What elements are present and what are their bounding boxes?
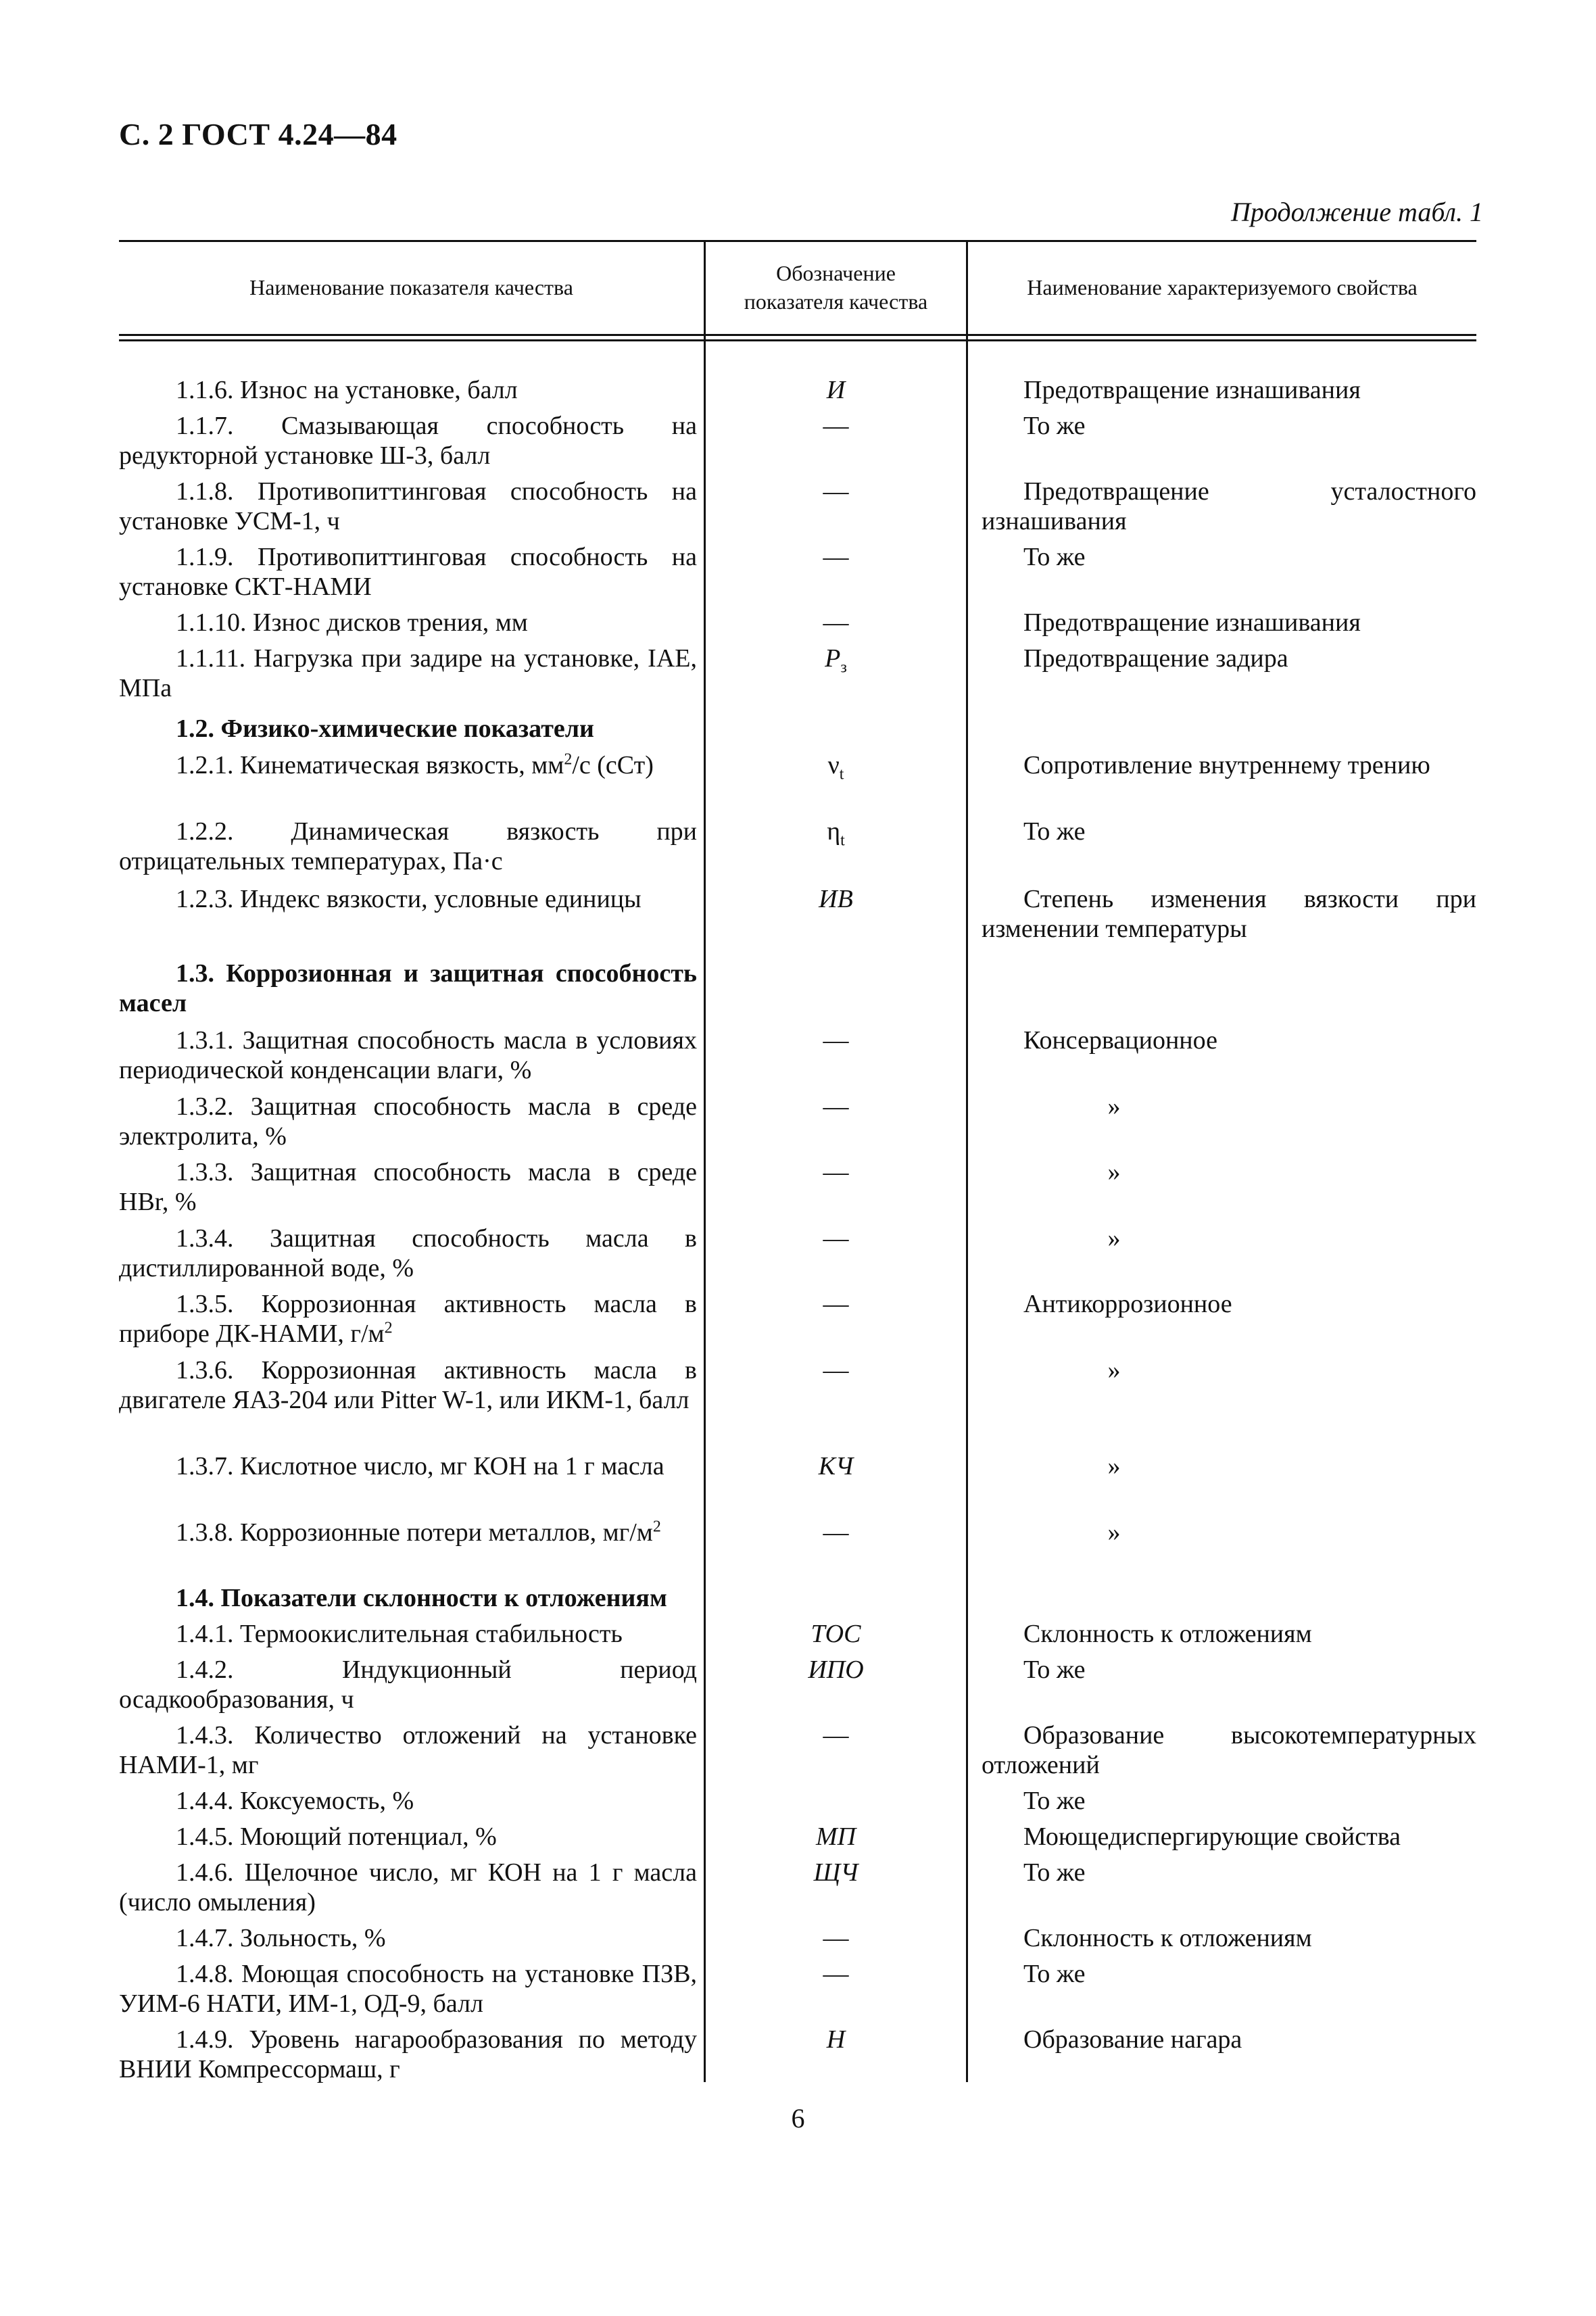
indicator-symbol: $\eta_t$ xyxy=(827,817,845,850)
column-header-property: Наименование характеризуемого свойства xyxy=(1027,274,1418,299)
indicator-property: Склонность к отложениям xyxy=(1023,1620,1312,1648)
ditto-mark: » xyxy=(1107,1092,1121,1121)
indicator-symbol: КЧ xyxy=(818,1452,854,1480)
indicator-symbol: $\nu_t$ xyxy=(827,751,844,783)
indicator-property: Предотвращение изнашивания xyxy=(1023,608,1361,637)
ditto-mark: » xyxy=(1107,1224,1121,1253)
indicator-name: 1.1.9. Противопиттинговая способность на установке СКТ-НАМИ xyxy=(119,543,697,601)
ditto-mark: » xyxy=(1107,1518,1121,1547)
page-header: С. 2 ГОСТ 4.24—84 xyxy=(119,117,397,151)
indicator-name: 1.3.8. Коррозионные потери металлов, $мг/м^2$ xyxy=(176,1518,661,1547)
indicator-symbol: — xyxy=(823,1290,849,1318)
indicator-symbol: ЩЧ xyxy=(813,1858,859,1887)
indicator-property: Антикоррозионное xyxy=(1023,1290,1232,1318)
indicator-symbol: — xyxy=(823,543,849,571)
indicator-property: Моющедиспергирующие свойства xyxy=(1023,1823,1401,1851)
indicator-symbol: Н xyxy=(826,2025,846,2054)
indicator-symbol: — xyxy=(823,412,849,440)
indicator-symbol: — xyxy=(823,608,849,637)
indicator-property: Образование нагара xyxy=(1023,2025,1242,2054)
indicator-name: 1.3.7. Кислотное число, мг КОН на 1 г масла xyxy=(176,1452,664,1480)
indicator-property: То же xyxy=(1023,817,1086,846)
indicator-name: 1.3.3. Защитная способность масла в среде HBr, % xyxy=(119,1158,697,1216)
indicator-property: Сопротивление внутреннему трению xyxy=(1023,751,1430,779)
indicator-property: Предотвращение усталостного изнашивания xyxy=(982,477,1476,535)
column-header-name: Наименование показателя качества xyxy=(249,274,573,299)
table-continuation-label: Продолжение табл. 1 xyxy=(1230,197,1483,227)
column-divider xyxy=(966,240,968,2082)
indicator-name: 1.2.1. Кинематическая вязкость, $мм^2/с$ (сСт) xyxy=(176,750,654,779)
indicator-symbol: — xyxy=(823,1721,849,1750)
indicator-property: Консервационное xyxy=(1023,1026,1217,1055)
indicator-property: Предотвращение задира xyxy=(1023,644,1288,673)
indicator-name: 1.2.3. Индекс вязкости, условные единицы xyxy=(176,885,642,913)
indicator-symbol: $P_з$ xyxy=(825,644,847,677)
indicator-property: То же xyxy=(1023,412,1086,440)
indicator-symbol: МП xyxy=(815,1823,856,1851)
indicator-name: 1.3.5. Коррозионная активность масла в приборе ДК-НАМИ, $г/м^2$ xyxy=(119,1290,697,1348)
ditto-mark: » xyxy=(1107,1356,1121,1384)
indicator-name: 1.1.8. Противопиттинговая способность на установке УСМ-1, ч xyxy=(119,477,697,535)
indicator-symbol: — xyxy=(823,1158,849,1186)
indicator-name: 1.4.5. Моющий потенциал, % xyxy=(176,1823,497,1851)
indicator-symbol: — xyxy=(823,477,849,506)
ditto-mark: » xyxy=(1107,1452,1121,1480)
indicator-symbol: — xyxy=(823,1518,849,1547)
indicator-name: 1.4.2. Индукционный период осадкообразования, ч xyxy=(119,1656,697,1714)
indicator-symbol: ТОС xyxy=(811,1620,861,1648)
quality-indicators-table: Наименование показателя качества Обозначение показателя качества Наименование характеризуемого свойства 1.1.6. Износ на установке, балл И Предотвращение изнашивания 1.1.7. Смазывающая способность на редукторной установке Ш-3, балл — То же 1.1.8. Противопиттинговая способность на установке УСМ-1, ч — Предотвращение усталостного изнашивания 1.1.9. Противопиттинговая способность на установке СКТ-НАМИ — То же 1.1.10. Износ дисков трения, мм — Предотвращение изнашивания 1.1.11. Нагрузка при задире на установке, IAE, МПа $P_з$ Предотвращение задира 1.2. Физико-химические показатели 1.2.1. Кинематическая вязкость, $мм^2/с$ (сСт) $\nu_t$ Сопротивление внутреннему трению 1.2.2. Динамическая вязкость при отрицательных температурах, Па·с $\eta_t$ То же 1.2.3. Индекс вязкости, условные единицы ИВ Степень изменения вязкости при изменении температуры 1.3. Коррозионная и защитная способность масел 1.3.1. Защитная способность масла в условиях периодической конденсации влаги, % — Консервационное 1.3.2. Защитная способность масла в среде электролита, % — » 1.3.3. Защитная способность масла в среде HBr, % — » 1.3.4. Защитная способность масла в дистиллированной воде, % — » 1.3.5. Коррозионная активность масла в приборе ДК-НАМИ, $г/м^2$ — Антикоррозионное 1.3.6. Коррозионная активность масла в двигателе ЯАЗ-204 или Pitter W-1, или ИКМ-1, балл — » 1.3.7. Кислотное число, мг КОН на 1 г масла КЧ » 1.3.8. Коррозионные потери металлов, $мг/м^2$ — » 1.4. Показатели склонности к отложениям 1.4.1. Термоокислительная стабильность ТОС Склонность к отложениям 1.4.2. Индукционный период осадкообразования, ч ИПО То же 1.4.3. Количество отложений на установке НАМИ-1, мг — Образование высокотемпературных отложений 1.4.4. Коксуемость, % То же 1.4.5. Моющий потенциал, % МП Моющедиспергирующие свойства 1.4.6. Щелочное число, мг КОН на 1 г масла (число омыления) ЩЧ То же 1.4.7. Зольность, % — Склонность к отложениям 1.4.8. Моющая способность на установке ПЗВ, УИМ-6 НАТИ, ИМ-1, ОД-9, балл — То же 1.4.9. Уровень нагарообразования по методу ВНИИ Компрессормаш, г Н Образование нагара xyxy=(119,240,1476,2082)
indicator-symbol: — xyxy=(823,1092,849,1121)
indicator-name: 1.2.2. Динамическая вязкость при отрицательных температурах, Па·с xyxy=(119,817,697,875)
indicator-name: 1.3.1. Защитная способность масла в условиях периодической конденсации влаги, % xyxy=(119,1026,697,1084)
indicator-name: 1.4.9. Уровень нагарообразования по методу ВНИИ Компрессормаш, г xyxy=(119,2025,697,2083)
indicator-name: 1.3.2. Защитная способность масла в среде электролита, % xyxy=(119,1092,697,1151)
indicator-name: 1.4.4. Коксуемость, % xyxy=(176,1787,414,1815)
header-rule xyxy=(119,334,1476,336)
indicator-name: 1.1.6. Износ на установке, балл xyxy=(176,376,518,404)
indicator-name: 1.4.8. Моющая способность на установке ПЗВ, УИМ-6 НАТИ, ИМ-1, ОД-9, балл xyxy=(119,1960,697,2018)
ditto-mark: » xyxy=(1107,1158,1121,1186)
indicator-property: То же xyxy=(1023,543,1086,571)
indicator-symbol: И xyxy=(826,376,846,404)
indicator-name: 1.4.1. Термоокислительная стабильность xyxy=(176,1620,623,1648)
indicator-name: 1.1.10. Износ дисков трения, мм xyxy=(176,608,528,637)
indicator-name: 1.3.4. Защитная способность масла в дистиллированной воде, % xyxy=(119,1224,697,1282)
indicator-property: Склонность к отложениям xyxy=(1023,1924,1312,1952)
indicator-property: То же xyxy=(1023,1787,1086,1815)
indicator-symbol: — xyxy=(823,1026,849,1055)
indicator-property: То же xyxy=(1023,1656,1086,1684)
indicator-symbol: — xyxy=(823,1924,849,1952)
indicator-name: 1.4.6. Щелочное число, мг КОН на 1 г масла (число омыления) xyxy=(119,1858,697,1916)
indicator-symbol: ИПО xyxy=(808,1656,864,1684)
indicator-symbol: ИВ xyxy=(819,885,853,913)
indicator-name: 1.1.7. Смазывающая способность на редукторной установке Ш-3, балл xyxy=(119,412,697,470)
indicator-name: 1.1.11. Нагрузка при задире на установке, IAE, МПа xyxy=(119,644,697,702)
page-number: 6 xyxy=(791,2103,805,2133)
indicator-property: Степень изменения вязкости при изменении температуры xyxy=(982,885,1476,943)
indicator-property: То же xyxy=(1023,1960,1086,1988)
indicator-name: 1.4.7. Зольность, % xyxy=(176,1924,386,1952)
indicator-property: Предотвращение изнашивания xyxy=(1023,376,1361,404)
indicator-name: 1.3.6. Коррозионная активность масла в двигателе ЯАЗ-204 или Pitter W-1, или ИКМ-1, балл xyxy=(119,1356,697,1414)
indicator-symbol: — xyxy=(823,1960,849,1988)
indicator-property: Образование высокотемпературных отложений xyxy=(982,1721,1476,1779)
indicator-symbol: — xyxy=(823,1356,849,1384)
indicator-symbol: — xyxy=(823,1224,849,1253)
header-rule-double xyxy=(119,339,1476,341)
indicator-property: То же xyxy=(1023,1858,1086,1887)
indicator-name: 1.4.3. Количество отложений на установке НАМИ-1, мг xyxy=(119,1721,697,1779)
column-header-symbol: Обозначение показателя качества xyxy=(744,260,928,314)
